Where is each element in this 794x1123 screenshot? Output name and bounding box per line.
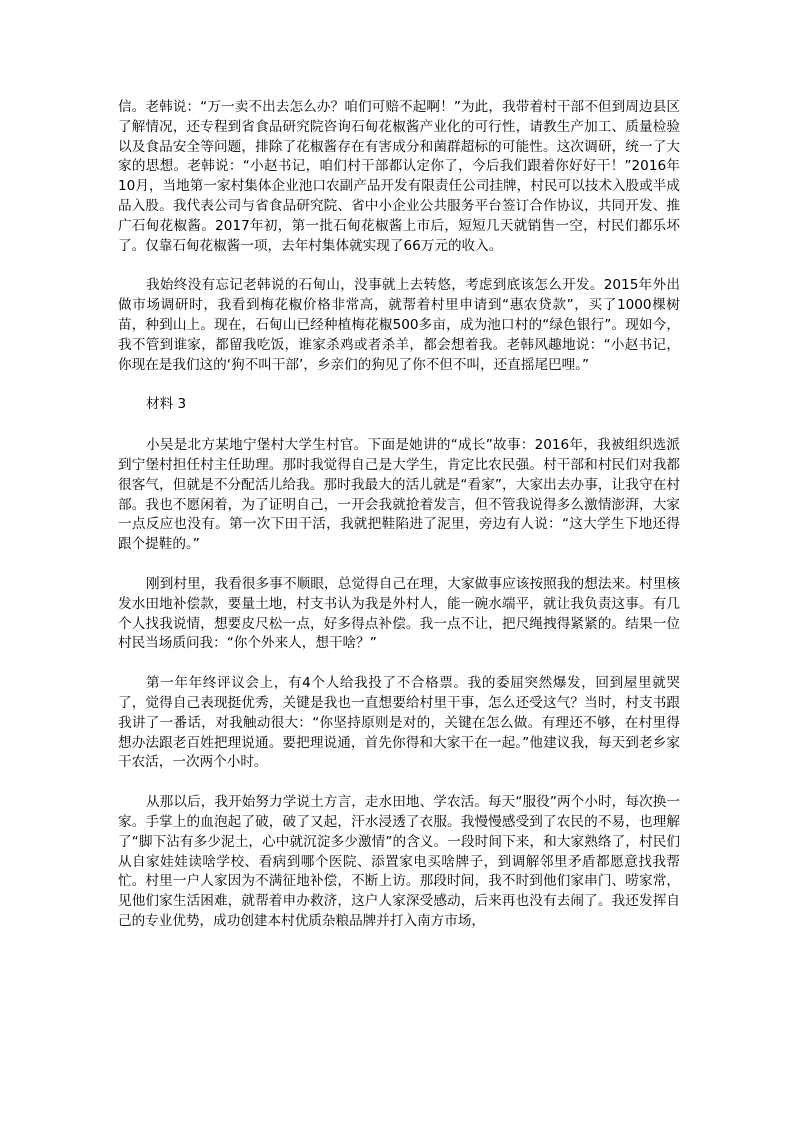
document-page — [118, 98, 680, 952]
section-heading-material-3: 材料 3 — [146, 396, 187, 413]
paragraph-learning-farm-work: 从那以后，我开始努力学说土方言，走水田地、学农活。每天“服役”两个小时，每次换一家。手掌上的血泡起了破，破了又起，汗水浸透了衣服。我慢慢感受到了农民的不易，也理解了“脚下沾有多少泥土，心中就沉淀多少激情”的含义。一段时间下来，和大家熟络了，村民们从自家娃娃读啥学校、看病到哪个医院、添置家电买啥牌子，到调解邻里矛盾都愿意找我帮忙。村里一户人家因为不满征地补偿，不断上访。那段时间，我不时到他们家串门、唠家常，见他们家生活困难，就帮着申办救济，这户人家深受感动，后来再也没有去闹了。我还发挥自己的专业优势，成功创建本村优质杂粮品牌并打入南方市场， — [118, 794, 680, 929]
paragraph-xiao-wu-story: 小吴是北方某地宁堡村大学生村官。下面是她讲的“成长”故事：2016年，我被组织选派到宁堡村担任村主任助理。那时我觉得自己是大学生，肯定比农民强。村干部和村民们对我都很客气，但就是不分配活儿给我。那时我最大的活儿就是“看家”，大家出去办事，让我守在村部。我也不愿闲着，为了证明自己，一开会我就抢着发言，但不管我说得多么激情澎湃，大家一点反应也没有。第一次下田干活，我就把鞋陷进了泥里，旁边有人说：“这大学生下地还得跟个提鞋的。” — [118, 437, 680, 553]
paragraph-land-measurement: 刚到村里，我看很多事不顺眼，总觉得自己在理，大家做事应该按照我的想法来。村里核发水田地补偿款，要量土地，村支书认为我是外村人，能一碗水端平，就让我负责这事。有几个人找我说情，想要皮尺松一点，好多得点补偿。我一点不让，把尺绳拽得紧紧的。结果一位村民当场质问我：“你个外来人，想干啥？” — [118, 575, 680, 652]
paragraph-year-end-review: 第一年年终评议会上，有4个人给我投了不合格票。我的委屈突然爆发，回到屋里就哭了，觉得自己表现挺优秀，关键是我也一直想要给村里干事，怎么还受这气？当时，村支书跟我讲了一番话，对我触动很大：“你坚持原则是对的，关键在怎么做。有理还不够，在村里得想办法跟老百姓把理说通。要把理说通，首先你得和大家干在一起。”他建议我，每天到老乡家干农活，一次两个小时。 — [118, 675, 680, 771]
paragraph-continued-zhao: 信。老韩说：“万一卖不出去怎么办？咱们可赔不起啊！”为此，我带着村干部不但到周边县区了解情况，还专程到省食品研究院咨询石甸花椒酱产业化的可行性，请教生产加工、质量检验以及食品安全等问题，排除了花椒酱存在有害成分和菌群超标的可能性。这次调研，统一了大家的思想。老韩说：“小赵书记，咱们村干部都认定你了，今后我们跟着你好好干！”2016年10月，当地第一家村集体企业池口农副产品开发有限责任公司挂牌，村民可以技术入股或半成品入股。我代表公司与省食品研究院、省中小企业公共服务平台签订合作协议，共同开发、推广石甸花椒酱。2017年初，第一批石甸花椒酱上市后，短短几天就销售一空，村民们都乐坏了。仅靠石甸花椒酱一项，去年村集体就实现了66万元的收入。 — [118, 99, 680, 254]
paragraph-shidian-mountain: 我始终没有忘记老韩说的石甸山，没事就上去转悠，考虑到底该怎么开发。2015年外出做市场调研时，我看到梅花椒价格非常高，就帮着村里申请到“惠农贷款”，买了1000棵树苗，种到山上。现在，石甸山已经种植梅花椒500多亩，成为池口村的“绿色银行”。现如今，我不管到谁家，都留我吃饭，谁家杀鸡或者杀羊，都会想着我。老韩风趣地说：“小赵书记，你现在是我们这的‘狗不叫干部’，乡亲们的狗见了你不但不叫，还直摇尾巴哩。” — [118, 277, 680, 373]
